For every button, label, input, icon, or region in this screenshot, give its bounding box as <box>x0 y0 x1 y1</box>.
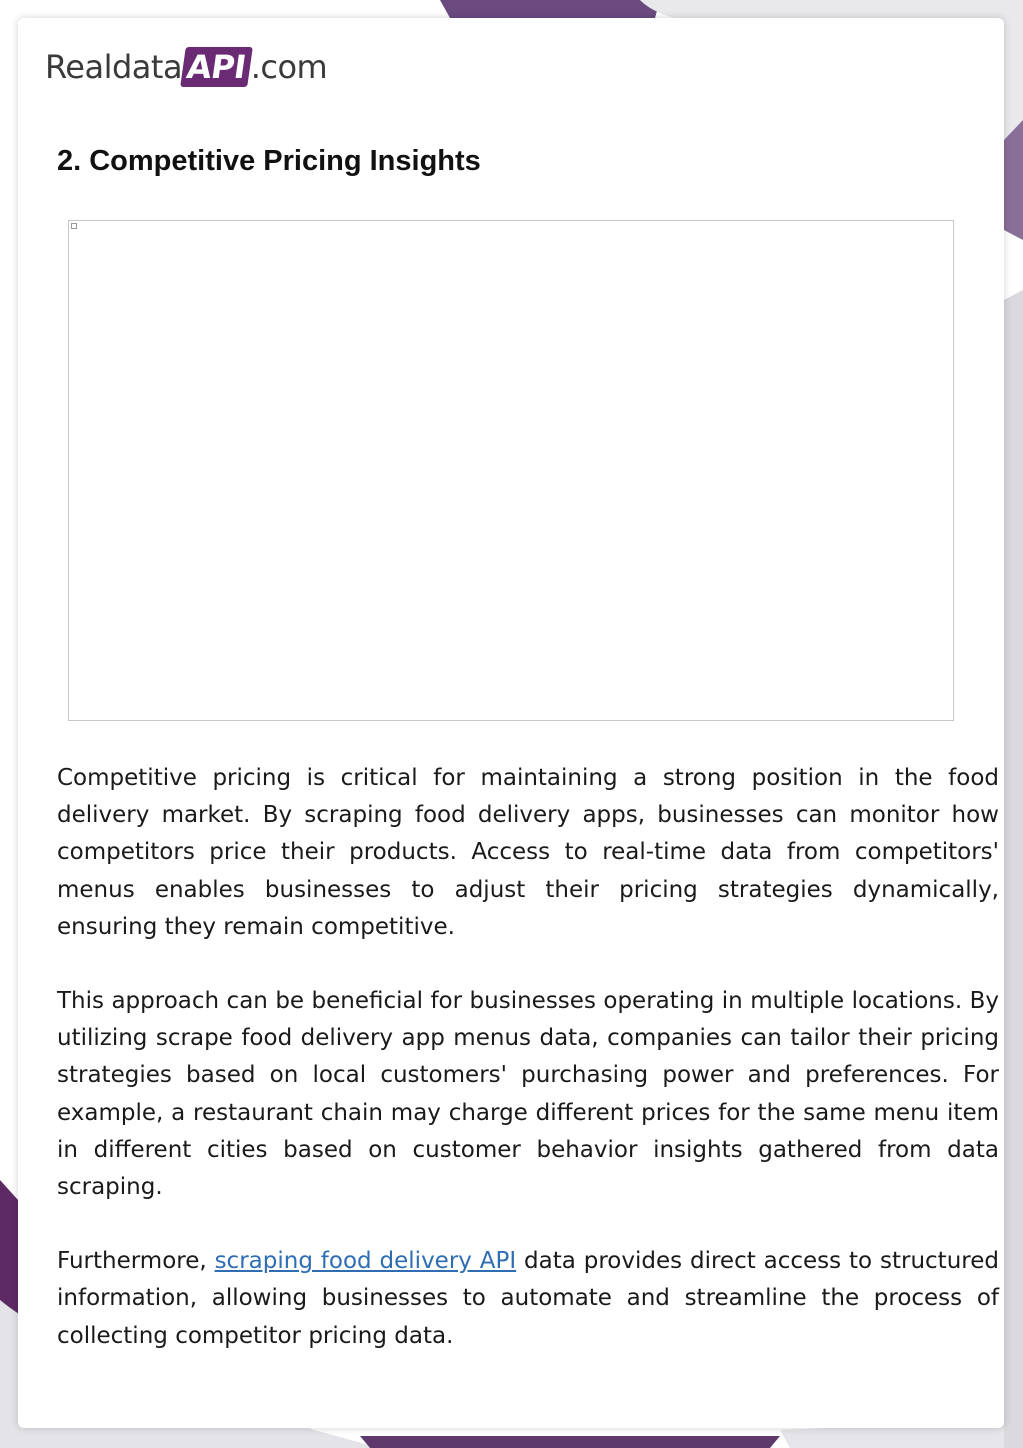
paragraph-3-start: Furthermore, <box>57 1248 215 1275</box>
section-heading: 2. Competitive Pricing Insights <box>57 145 481 177</box>
paragraph-2: This approach can be beneficial for businesses operating in multiple locations. By utilizing scrape food delivery app menus data, companies can tailor their pricing strategies based on local customers' purchasing power and preferences. For example, a restaurant chain may charge different prices for the same menu item in different cities based on customer behavior insights gathered from data scraping. <box>57 988 999 1201</box>
article-body <box>57 760 999 1392</box>
logo-prefix: Realdata <box>45 48 183 86</box>
paragraph-1: Competitive pricing is critical for maintaining a strong position in the food delivery market. By scraping food delivery apps, businesses can monitor how competitors price their products. Access to real-time data from competitors' menus enables businesses to adjust their pricing strategies dynamically, ensuring they remain competitive. <box>57 765 999 940</box>
paragraph-3 <box>57 1243 999 1355</box>
image-placeholder <box>68 220 954 721</box>
paragraph-3-end: data provides direct access to structured information, allowing businesses to automate and streamline the process of collecting competitor pricing data. <box>57 1248 999 1349</box>
brand-logo[interactable] <box>45 42 327 92</box>
logo-api-badge: API <box>180 47 252 87</box>
scraping-api-link[interactable]: scraping food delivery API <box>214 1248 517 1275</box>
broken-image-icon <box>71 223 77 229</box>
logo-suffix: .com <box>250 48 328 86</box>
